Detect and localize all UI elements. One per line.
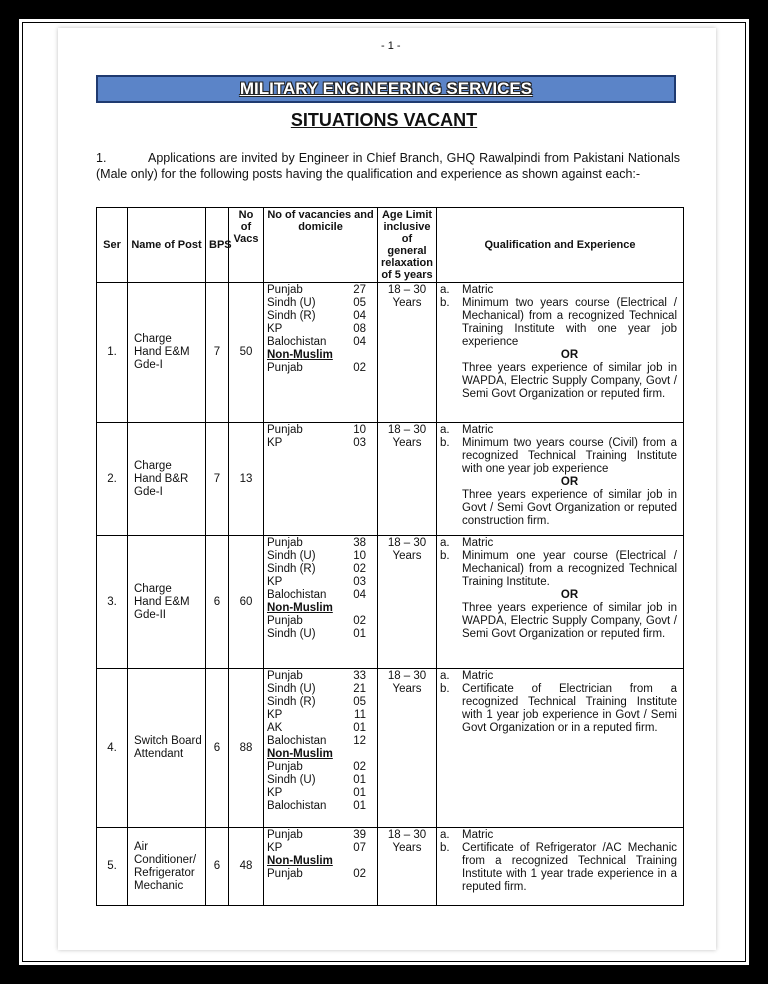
header-post: Name of Post	[128, 208, 206, 283]
serial-cell: 1.	[97, 283, 128, 423]
domicile-entry	[267, 323, 374, 336]
domicile-count: 01	[353, 800, 366, 812]
header-qualification: Qualification and Experience	[437, 208, 684, 283]
qualification-cell	[437, 669, 684, 828]
non-muslim-label: Non-Muslim	[267, 748, 333, 760]
domicile-count: 01	[353, 774, 366, 786]
domicile-count: 01	[353, 787, 366, 799]
qualification-item	[440, 829, 677, 842]
domicile-entry	[267, 868, 374, 881]
domicile-region: Balochistan	[267, 800, 327, 812]
domicile-entry	[267, 670, 374, 683]
domicile-entry	[267, 550, 374, 563]
domicile-entry	[267, 696, 374, 709]
bps-cell: 7	[206, 283, 229, 423]
qualification-item	[440, 550, 677, 589]
qualification-text: Three years experience of similar job in Govt / Semi Govt Organization or reputed construction firm.	[462, 489, 677, 527]
domicile-count: 38	[353, 537, 366, 549]
qualification-text: Certificate of Refrigerator /AC Mechanic from a recognized Technical Training Institute with 1 year trade experience in a reputed firm.	[462, 842, 677, 893]
domicile-region: KP	[267, 842, 283, 854]
domicile-region: Sindh (U)	[267, 774, 316, 786]
domicile-cell	[264, 283, 378, 423]
domicile-count: 02	[353, 615, 366, 627]
vacancies-cell: 60	[229, 536, 264, 669]
qualification-item	[440, 537, 677, 550]
post-name-cell: Switch Board Attendant	[128, 669, 206, 828]
header-bps: BPS	[206, 208, 229, 283]
domicile-cell	[264, 828, 378, 906]
domicile-region: Sindh (U)	[267, 297, 316, 309]
domicile-region: KP	[267, 787, 283, 799]
domicile-entry	[267, 362, 374, 375]
qualification-cell	[437, 423, 684, 536]
domicile-region: Punjab	[267, 868, 303, 880]
domicile-cell	[264, 536, 378, 669]
domicile-entry	[267, 437, 374, 450]
domicile-region: Sindh (R)	[267, 696, 316, 708]
domicile-entry	[267, 310, 374, 323]
qualification-item	[440, 424, 677, 437]
domicile-count: 02	[353, 563, 366, 575]
domicile-region: Sindh (U)	[267, 628, 316, 640]
qualification-text: Three years experience of similar job in WAPDA, Electric Supply Company, Govt / Semi Govt Organization or reputed firm.	[462, 362, 677, 400]
domicile-entry	[267, 576, 374, 589]
title-banner	[96, 75, 676, 103]
domicile-entry	[267, 284, 374, 297]
qualification-item	[440, 670, 677, 683]
vacancy-table	[96, 207, 684, 906]
age-cell	[378, 669, 437, 828]
age-cell	[378, 283, 437, 423]
domicile-entry	[267, 336, 374, 349]
serial-cell: 2.	[97, 423, 128, 536]
post-name-cell: Charge Hand E&M Gde-I	[128, 283, 206, 423]
vacancies-cell: 48	[229, 828, 264, 906]
qualification-item	[440, 362, 677, 401]
qualification-text: Three years experience of similar job in WAPDA, Electric Supply Company, Govt / Semi Govt Organization or reputed firm.	[462, 602, 677, 640]
item-letter: a.	[440, 670, 450, 682]
qualification-item	[440, 297, 677, 349]
non-muslim-label: Non-Muslim	[267, 855, 333, 867]
vacancies-cell: 88	[229, 669, 264, 828]
qualification-cell	[437, 828, 684, 906]
domicile-region: AK	[267, 722, 283, 734]
domicile-region: Punjab	[267, 362, 303, 374]
post-name-cell: Air Conditioner/ Refrigerator Mechanic	[128, 828, 206, 906]
domicile-region: Balochistan	[267, 336, 327, 348]
page-title: MILITARY ENGINEERING SERVICES	[239, 79, 533, 98]
qualification-text: Certificate of Electrician from a recognized Technical Training Institute with 1 year job experience in Govt / Semi Govt Organization or in a reputed firm.	[462, 683, 677, 734]
qualification-text: Matric	[462, 424, 494, 436]
domicile-count: 04	[353, 310, 366, 322]
age-range: 18 – 30	[387, 670, 427, 682]
bps-cell: 7	[206, 423, 229, 536]
non-muslim-label: Non-Muslim	[267, 349, 333, 361]
paragraph-number: 1.	[96, 151, 107, 165]
or-separator: OR	[560, 589, 579, 601]
domicile-count: 05	[353, 696, 366, 708]
domicile-entry	[267, 589, 374, 602]
age-cell	[378, 423, 437, 536]
intro-paragraph	[96, 150, 680, 182]
item-letter: b.	[440, 842, 450, 854]
domicile-count: 02	[353, 362, 366, 374]
domicile-entry	[267, 722, 374, 735]
bps-cell: 6	[206, 536, 229, 669]
domicile-entry	[267, 709, 374, 722]
qualification-item	[440, 683, 677, 735]
qualification-item	[440, 842, 677, 894]
domicile-region: Balochistan	[267, 735, 327, 747]
domicile-entry	[267, 774, 374, 787]
domicile-count: 04	[353, 336, 366, 348]
domicile-count: 01	[353, 722, 366, 734]
vacancies-cell: 50	[229, 283, 264, 423]
domicile-entry	[267, 615, 374, 628]
age-range: 18 – 30	[387, 284, 427, 296]
age-range: 18 – 30	[387, 537, 427, 549]
domicile-count: 11	[354, 709, 366, 721]
post-name-cell: Charge Hand B&R Gde-I	[128, 423, 206, 536]
item-letter: b.	[440, 550, 450, 562]
qualification-item	[440, 489, 677, 528]
domicile-region: Punjab	[267, 829, 303, 841]
domicile-entry	[267, 787, 374, 800]
domicile-count: 02	[353, 868, 366, 880]
bps-cell: 6	[206, 669, 229, 828]
domicile-count: 21	[353, 683, 366, 695]
domicile-count: 02	[353, 761, 366, 773]
qualification-text: Matric	[462, 829, 494, 841]
item-letter: b.	[440, 437, 450, 449]
domicile-entry	[267, 297, 374, 310]
qualification-text: Minimum one year course (Electrical / Mechanical) from a recognized Technical Training Institute.	[462, 550, 677, 588]
header-vacs: No of Vacs	[229, 208, 264, 283]
domicile-count: 10	[353, 550, 366, 562]
table-header-row	[97, 208, 684, 283]
domicile-entry	[267, 683, 374, 696]
domicile-region: Punjab	[267, 537, 303, 549]
table-row	[97, 828, 684, 906]
item-letter: a.	[440, 284, 450, 296]
domicile-region: Sindh (R)	[267, 310, 316, 322]
age-range: 18 – 30	[387, 829, 427, 841]
domicile-region: Sindh (U)	[267, 550, 316, 562]
domicile-count: 39	[353, 829, 366, 841]
page-subtitle: SITUATIONS VACANT	[290, 110, 478, 130]
qualification-item	[440, 437, 677, 476]
domicile-region: KP	[267, 437, 283, 449]
non-muslim-label: Non-Muslim	[267, 602, 333, 614]
age-unit: Years	[392, 842, 422, 854]
domicile-region: Punjab	[267, 761, 303, 773]
domicile-region: Punjab	[267, 424, 303, 436]
item-letter: b.	[440, 297, 450, 309]
serial-cell: 3.	[97, 536, 128, 669]
qualification-item	[440, 284, 677, 297]
page-number: - 1 -	[381, 40, 401, 52]
age-unit: Years	[392, 550, 422, 562]
qualification-cell	[437, 283, 684, 423]
domicile-count: 27	[353, 284, 366, 296]
qualification-cell	[437, 536, 684, 669]
table-row	[97, 669, 684, 828]
qualification-text: Matric	[462, 670, 494, 682]
domicile-region: KP	[267, 709, 283, 721]
age-cell	[378, 536, 437, 669]
domicile-count: 03	[353, 437, 366, 449]
age-cell	[378, 828, 437, 906]
qualification-text: Minimum two years course (Electrical / Mechanical) from a recognized Technical Training Institute with one year job experience	[462, 297, 677, 348]
or-separator: OR	[560, 349, 579, 361]
serial-cell: 5.	[97, 828, 128, 906]
domicile-region: Punjab	[267, 615, 303, 627]
qualification-text: Minimum two years course (Civil) from a recognized Technical Training Institute with one year job experience	[462, 437, 677, 475]
header-age: Age Limit inclusive of general relaxation of 5 years	[378, 208, 437, 283]
domicile-count: 05	[353, 297, 366, 309]
post-name-cell: Charge Hand E&M Gde-II	[128, 536, 206, 669]
table-row	[97, 423, 684, 536]
domicile-region: KP	[267, 323, 283, 335]
domicile-region: Balochistan	[267, 589, 327, 601]
or-separator: OR	[560, 476, 579, 488]
age-unit: Years	[392, 683, 422, 695]
domicile-count: 10	[353, 424, 366, 436]
domicile-region: Punjab	[267, 284, 303, 296]
qualification-item	[440, 602, 677, 641]
domicile-entry	[267, 537, 374, 550]
age-unit: Years	[392, 437, 422, 449]
domicile-count: 01	[353, 628, 366, 640]
domicile-entry	[267, 829, 374, 842]
table-row	[97, 536, 684, 669]
item-letter: b.	[440, 683, 450, 695]
domicile-count: 08	[353, 323, 366, 335]
domicile-count: 33	[353, 670, 366, 682]
domicile-region: Sindh (R)	[267, 563, 316, 575]
domicile-entry	[267, 424, 374, 437]
domicile-entry	[267, 761, 374, 774]
bps-cell: 6	[206, 828, 229, 906]
qualification-text: Matric	[462, 284, 494, 296]
domicile-region: Sindh (U)	[267, 683, 316, 695]
item-letter: a.	[440, 537, 450, 549]
header-ser: Ser	[97, 208, 128, 283]
item-letter: a.	[440, 829, 450, 841]
domicile-region: KP	[267, 576, 283, 588]
table-body	[97, 283, 684, 906]
domicile-count: 04	[353, 589, 366, 601]
serial-cell: 4.	[97, 669, 128, 828]
domicile-cell	[264, 669, 378, 828]
header-domicile: No of vacancies and domicile	[264, 208, 378, 283]
domicile-count: 12	[353, 735, 366, 747]
domicile-region: Punjab	[267, 670, 303, 682]
domicile-count: 03	[353, 576, 366, 588]
qualification-text: Matric	[462, 537, 494, 549]
domicile-count: 07	[353, 842, 366, 854]
domicile-entry	[267, 842, 374, 855]
item-letter: a.	[440, 424, 450, 436]
age-range: 18 – 30	[387, 424, 427, 436]
table-row	[97, 283, 684, 423]
domicile-entry	[267, 800, 374, 813]
domicile-entry	[267, 628, 374, 641]
age-unit: Years	[392, 297, 422, 309]
domicile-cell	[264, 423, 378, 536]
domicile-entry	[267, 735, 374, 748]
domicile-entry	[267, 563, 374, 576]
vacancies-cell: 13	[229, 423, 264, 536]
intro-text: Applications are invited by Engineer in Chief Branch, GHQ Rawalpindi from Pakistani Nationals (Male only) for the following posts having the qualification and experience as shown against each:-	[96, 151, 680, 181]
